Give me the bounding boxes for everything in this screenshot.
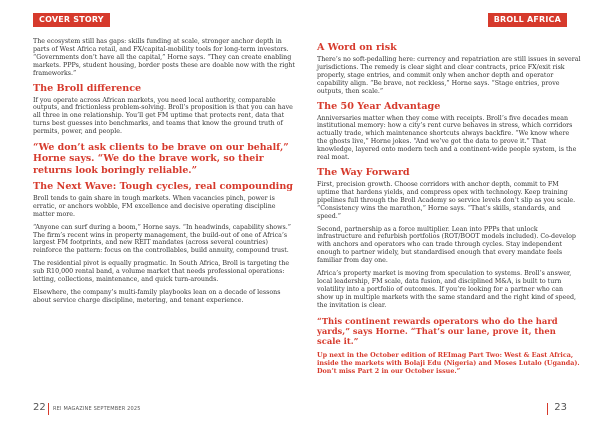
footer-divider: [48, 403, 49, 415]
paragraph: Broll tends to gain share in tough markets. When vacancies pinch, power is erratic, or anchors wobble, FM excellence and decisive operating discipline matter more.: [33, 194, 276, 218]
paragraph: There’s no soft-pedalling here: currency and repatriation are still issues in several jurisdictions. The remedy is clear sight and clear contracts, price FX/exit risk properly, stage entries, and commit only when anchor depth and operator capability align. “Be brave, not reckless,” Horne says. “Stage entries, prove outputs, then scale.”: [317, 56, 581, 95]
pull-quote: “We don’t ask clients to be brave on our behalf,” Horne says. “We do the brave work, so their returns look boringly reliable.”: [33, 142, 289, 176]
right-column: [317, 38, 581, 380]
magazine-footer-title: REI MAGAZINE SEPTEMBER 2025: [53, 406, 141, 412]
paragraph: “Anyone can surf during a boom,” Horne says. “In headwinds, capability shows.” The firm’s recent wins in property management, the build-out of one of Africa’s largest FM footprints, and new REIT mandates (across several countries) reinforce the pattern: focus on the controllables, build annuity, compound trust.: [33, 223, 291, 255]
paragraph: If you operate across African markets, you need local authority, comparable outputs, and frictionless problem-solving. Broll’s proposition is that you can have all three in one relationship. You’ll get FM uptime that protects rent, data that turns best guesses into benchmarks, and teams that know the ground truth of permits, power, and people.: [33, 96, 293, 136]
section-heading: The Broll difference: [33, 82, 142, 94]
page-number-left: 22: [33, 402, 46, 413]
footer-divider: [547, 403, 548, 415]
next-issue-promo: Up next in the October edition of REImag Part Two: West & East Africa, inside the markets with Bolaji Edu (Nigeria) and Moses Lutalo (Uganda). Don’t miss Part 2 in our October issue.”: [317, 350, 580, 375]
paragraph: Africa’s property market is moving from speculation to systems. Broll’s answer, local leadership, FM scale, data fusion, and disciplined M&A, is built to turn volatility into a portfolio of outcomes. If you’re looking for a partner who can show up in multiple markets with the same standard and the right kind of speed, the invitation is clear.: [317, 270, 577, 309]
broll-africa-tag: BROLL AFRICA: [488, 13, 567, 27]
section-heading: The 50 Year Advantage: [317, 100, 441, 112]
section-heading: A Word on risk: [317, 42, 397, 53]
paragraph: The ecosystem still has gaps: skills funding at scale, stronger anchor depth in parts of West Africa retail, and FX/capital-mobility tools for long-term investors. “Governments don’t have all the capital,” Horne says. “They can create enabling markets. PPPs, student housing, border posts these are doable now with the right frameworks.”: [33, 38, 295, 77]
pull-quote: “This continent rewards operators who do the hard yards,” says Horne. “That’s our lane, prove it, then scale it.”: [317, 315, 558, 346]
paragraph: Anniversaries matter when they come with receipts. Broll’s five decades mean institutional memory: how a city’s rent curve behaves in stress, which corridors actually trade, which maintenance shortcuts always backfire. “We know where the ghosts live,” Horne jokes. “And we’ve got the data to prove it.” That knowledge, layered onto modern tech and a continent-wide people system, is the real moat.: [317, 114, 577, 162]
left-column: [33, 38, 297, 310]
paragraph: Second, partnership as a force multiplier. Lean into PPPs that unlock infrastructure and refurbish portfolios (ROT/BOOT models included). Co-develop with anchors and operators who can trade through cycles. Stay independent enough to partner widely, but standardised enough that every mandate feels familiar from day one.: [317, 225, 576, 265]
page-number-right: 23: [554, 402, 567, 413]
paragraph: First, precision growth. Choose corridors with anchor depth, commit to FM uptime that hardens yields, and compress opex with technology. Keep training pipelines full through the Broll Academy so service levels don’t slip as you scale. “Consistency wins the marathon,” Horne says. “That’s skills, standards, and speed.”: [317, 180, 576, 220]
paragraph: The residential pivot is equally pragmatic. In South Africa, Broll is targeting the sub R10,000 rental band, a volume market that needs professional operations: letting, collections, maintenance, and quick turn-arounds.: [33, 260, 290, 284]
cover-story-tag: COVER STORY: [33, 13, 110, 27]
section-heading: The Next Wave: Tough cycles, real compounding: [33, 180, 294, 192]
paragraph: Elsewhere, the company’s multi-family playbooks lean on a decade of lessons about service charge discipline, metering, and tenant experience.: [33, 289, 281, 304]
section-heading: The Way Forward: [317, 166, 410, 178]
